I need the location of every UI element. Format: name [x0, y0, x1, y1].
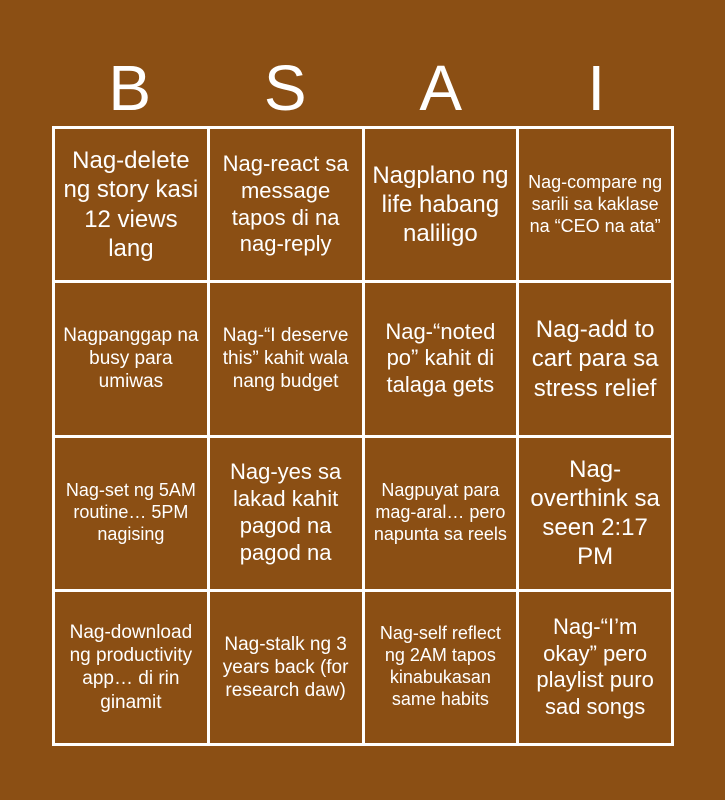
- bingo-cell[interactable]: Nag-delete ng story kasi 12 views lang: [55, 129, 207, 280]
- bingo-cell[interactable]: Nag-“noted po” kahit di talaga gets: [365, 283, 517, 434]
- bingo-cell[interactable]: Nagplano ng life habang naliligo: [365, 129, 517, 280]
- bingo-cell[interactable]: Nag-“I’m okay” pero playlist puro sad songs: [519, 592, 671, 743]
- header-letter-s: S: [263, 52, 307, 124]
- bingo-cell[interactable]: Nag-add to cart para sa stress relief: [519, 283, 671, 434]
- bingo-cell[interactable]: Nag-download ng productivity app… di rin ginamit: [55, 592, 207, 743]
- header-letter-a: A: [419, 52, 463, 124]
- bingo-grid: [52, 126, 674, 746]
- header-letter-i: I: [587, 52, 606, 124]
- bingo-cell[interactable]: Nag-stalk ng 3 years back (for research daw): [210, 592, 362, 743]
- bingo-cell[interactable]: Nag-set ng 5AM routine… 5PM nagising: [55, 438, 207, 589]
- bingo-cell[interactable]: Nag-compare ng sarili sa kaklase na “CEO na ata”: [519, 129, 671, 280]
- header-letter-b: B: [108, 52, 152, 124]
- bingo-cell[interactable]: Nagpanggap na busy para umiwas: [55, 283, 207, 434]
- bingo-cell[interactable]: Nag-yes sa lakad kahit pagod na pagod na: [210, 438, 362, 589]
- bingo-cell[interactable]: Nag-react sa message tapos di na nag-reply: [210, 129, 362, 280]
- bingo-cell[interactable]: Nag-“I deserve this” kahit wala nang budget: [210, 283, 362, 434]
- bingo-header: [52, 52, 674, 124]
- bingo-cell[interactable]: Nag-self reflect ng 2AM tapos kinabukasan same habits: [365, 592, 517, 743]
- bingo-cell[interactable]: Nag-overthink sa seen 2:17 PM: [519, 438, 671, 589]
- bingo-cell[interactable]: Nagpuyat para mag-aral… pero napunta sa reels: [365, 438, 517, 589]
